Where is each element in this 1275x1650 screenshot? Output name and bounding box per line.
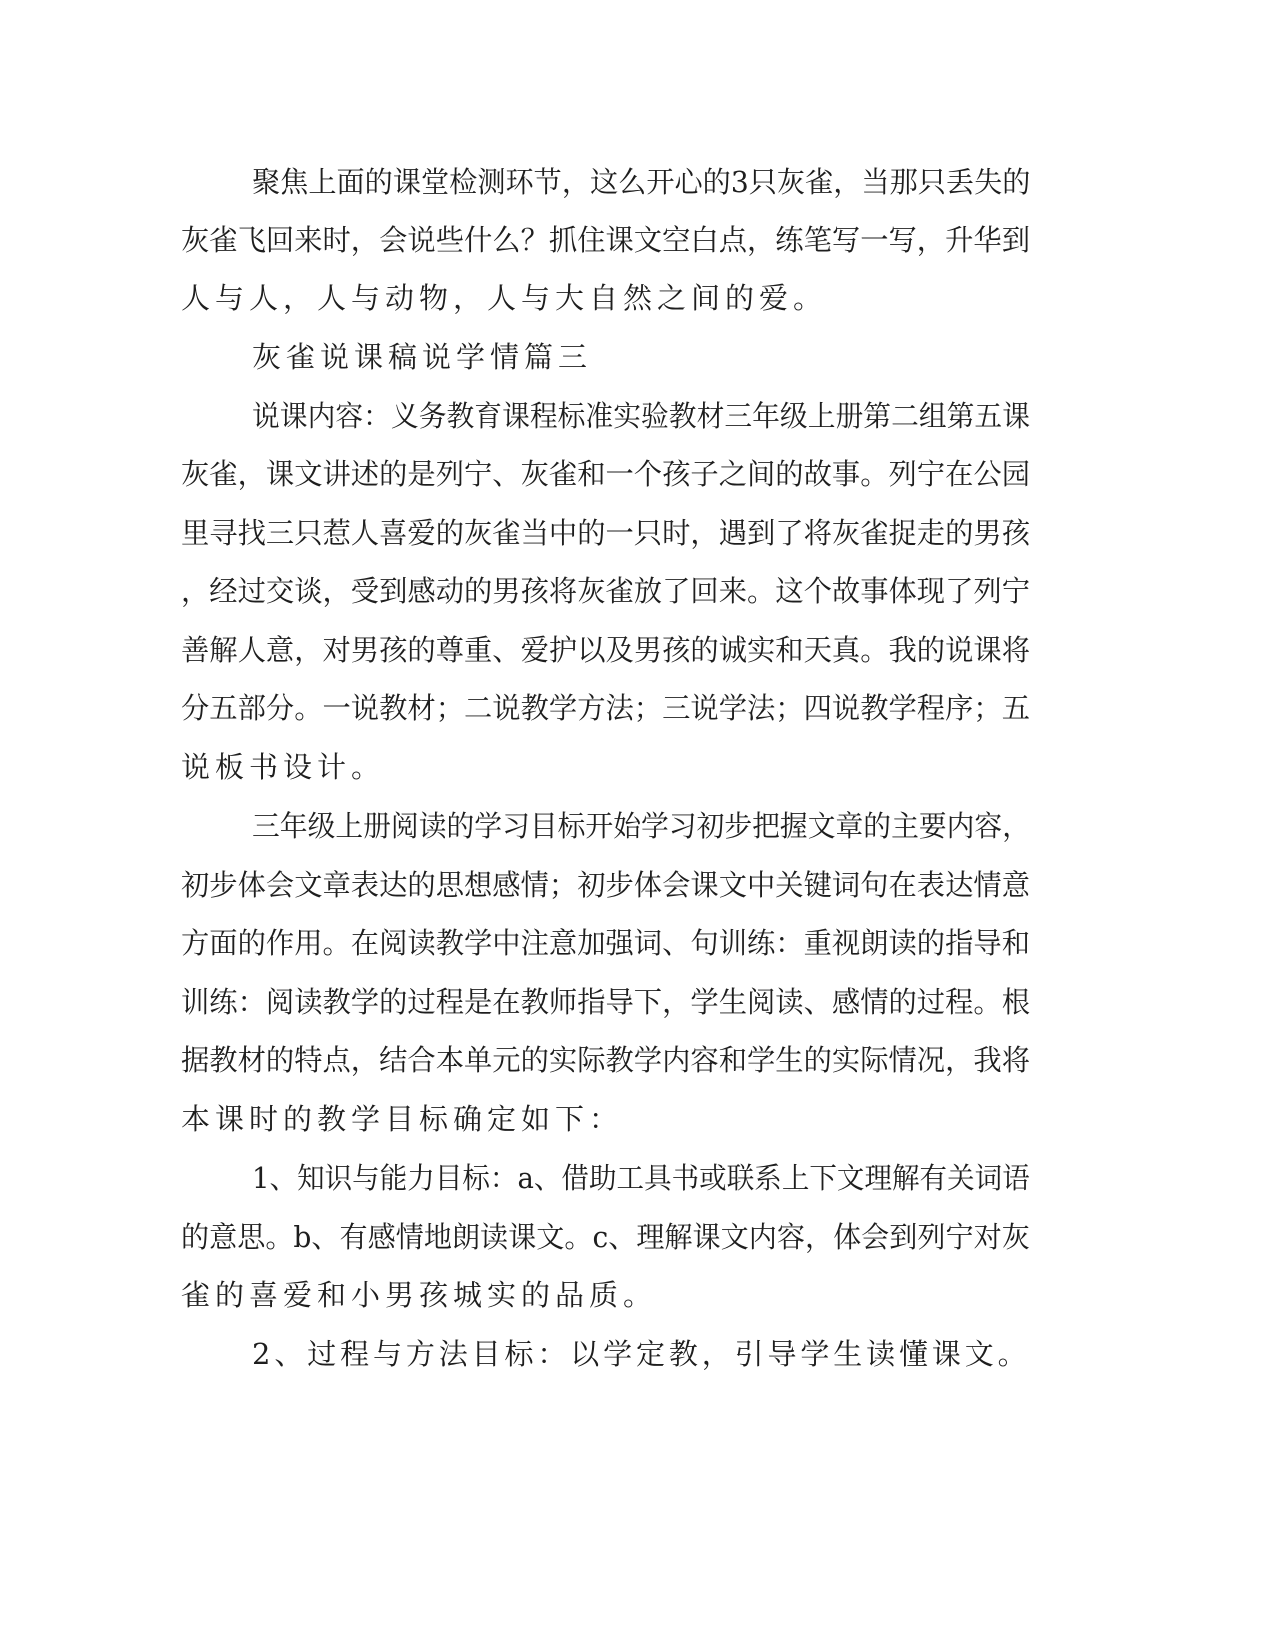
text-line: ，经过交谈，受到感动的男孩将灰雀放了回来。这个故事体现了列宁 xyxy=(181,574,1031,608)
text-line: 方面的作用。在阅读教学中注意加强词、句训练：重视朗读的指导和 xyxy=(181,926,1031,960)
text-line: 雀的喜爱和小男孩城实的品质。 xyxy=(181,1278,658,1312)
text-line: 三年级上册阅读的学习目标开始学习初步把握文章的主要内容， xyxy=(252,809,1031,843)
text-line: 本课时的教学目标确定如下： xyxy=(181,1102,624,1136)
text-line: 初步体会文章表达的思想感情；初步体会课文中关键词句在表达情意 xyxy=(181,868,1031,902)
text-line: 分五部分。一说教材；二说教学方法；三说学法；四说教学程序；五 xyxy=(181,691,1031,725)
text-line: 2、过程与方法目标：以学定教，引导学生读懂课文。 xyxy=(252,1337,1031,1371)
text-line: 1、知识与能力目标：a、借助工具书或联系上下文理解有关词语 xyxy=(252,1161,1030,1195)
text-line: 据教材的特点，结合本单元的实际教学内容和学生的实际情况，我将 xyxy=(181,1043,1031,1077)
text-line: 说课内容：义务教育课程标准实验教材三年级上册第二组第五课 xyxy=(252,399,1031,433)
text-line: 的意思。b、有感情地朗读课文。c、理解课文内容，体会到列宁对灰 xyxy=(181,1220,1030,1254)
text-line: 灰雀，课文讲述的是列宁、灰雀和一个孩子之间的故事。列宁在公园 xyxy=(181,457,1031,491)
text-line: 灰雀飞回来时，会说些什么？抓住课文空白点，练笔写一写，升华到 xyxy=(181,223,1031,257)
text-line: 里寻找三只惹人喜爱的灰雀当中的一只时，遇到了将灰雀捉走的男孩 xyxy=(181,516,1031,550)
text-line: 训练：阅读教学的过程是在教师指导下，学生阅读、感情的过程。根 xyxy=(181,985,1031,1019)
section-heading: 灰雀说课稿说学情篇三 xyxy=(252,340,593,374)
text-line: 说板书设计。 xyxy=(181,750,386,784)
text-line: 人与人，人与动物，人与大自然之间的爱。 xyxy=(181,281,828,315)
text-line: 善解人意，对男孩的尊重、爱护以及男孩的诚实和天真。我的说课将 xyxy=(181,633,1031,667)
text-line: 聚焦上面的课堂检测环节，这么开心的3只灰雀，当那只丢失的 xyxy=(252,165,1031,199)
